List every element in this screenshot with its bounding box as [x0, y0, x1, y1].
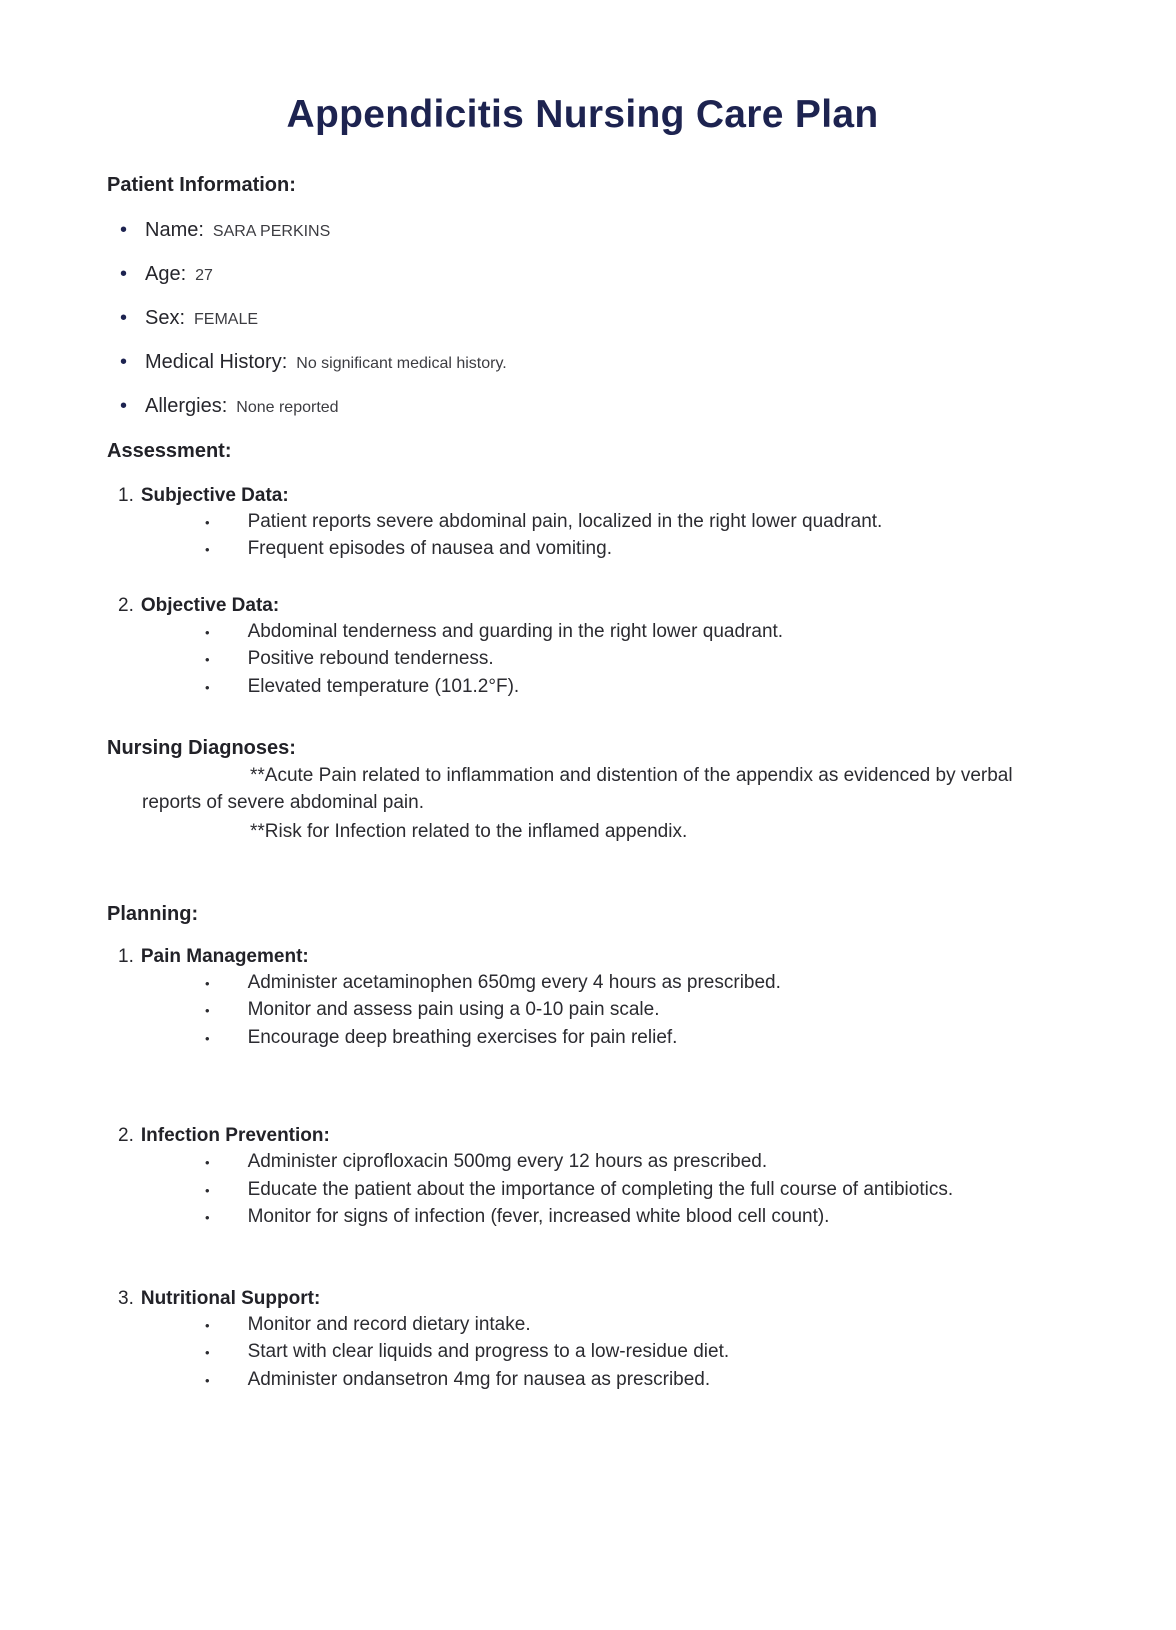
patient-field-label: Sex: [145, 306, 186, 329]
bullet-text: Administer ciprofloxacin 500mg every 12 hours as prescribed. [247, 1151, 768, 1173]
bullet-item [142, 674, 1058, 702]
nursing-diagnoses-section [107, 736, 1058, 846]
assessment-list [107, 484, 1058, 702]
patient-field-value: None reported [236, 398, 339, 416]
bullet-icon: • [205, 624, 210, 640]
numbered-item [107, 594, 1058, 702]
document-title: Appendicitis Nursing Care Plan [286, 93, 879, 136]
assessment-section [107, 439, 1058, 702]
bullet-item [142, 1367, 1058, 1395]
bullet-text: Monitor and record dietary intake. [247, 1313, 531, 1335]
bullet-icon: • [120, 262, 128, 285]
item-label: Pain Management: [140, 945, 309, 967]
bullet-text: Abdominal tenderness and guarding in the right lower quadrant. [247, 620, 784, 642]
item-label: Infection Prevention: [140, 1125, 330, 1147]
bullet-item [142, 509, 1058, 537]
patient-field-value: No significant medical history. [296, 354, 507, 372]
item-number: 2. [118, 1125, 134, 1147]
bullet-text: Elevated temperature (101.2°F). [247, 675, 520, 697]
bullet-text: Frequent episodes of nausea and vomiting. [247, 538, 612, 560]
bullet-icon: • [205, 1182, 210, 1198]
bullet-icon: • [205, 1345, 210, 1361]
bullet-text: Educate the patient about the importance of completing the full course of antibiotics. [247, 1178, 954, 1200]
numbered-item [107, 484, 1058, 564]
bullet-text: Administer acetaminophen 650mg every 4 hours as prescribed. [247, 971, 781, 993]
bullet-text: Patient reports severe abdominal pain, localized in the right lower quadrant. [247, 510, 883, 532]
bullet-text: Administer ondansetron 4mg for nausea as prescribed. [247, 1368, 711, 1390]
bullet-item [142, 1149, 1058, 1177]
bullet-item [142, 1025, 1058, 1053]
bullet-icon: • [205, 975, 210, 991]
bullet-icon: • [205, 1210, 210, 1226]
item-label: Objective Data: [140, 594, 280, 616]
bullet-item [142, 1204, 1058, 1232]
planning-list [107, 945, 1058, 1395]
bullet-item [142, 536, 1058, 564]
bullet-icon: • [120, 306, 128, 329]
patient-field-value: 27 [195, 266, 213, 284]
bullet-icon: • [205, 1372, 210, 1388]
bullet-icon: • [205, 1155, 210, 1171]
bullet-icon: • [120, 350, 128, 373]
patient-info-section [107, 173, 1058, 420]
planning-section [107, 902, 1058, 1395]
bullet-icon: • [205, 514, 210, 530]
diagnosis-item: **Acute Pain related to inflammation and distention of the appendix as evidenced by verbal reports of severe abdominal pain. [142, 765, 1013, 813]
numbered-item [107, 1124, 1058, 1232]
patient-field-label: Allergies: [145, 394, 228, 417]
diagnosis-item: **Risk for Infection related to the inflamed appendix. [250, 821, 688, 843]
bullet-item [142, 1177, 1058, 1205]
patient-field-value: FEMALE [194, 310, 259, 328]
patient-field-value: SARA PERKINS [212, 222, 331, 240]
bullet-item [142, 970, 1058, 998]
patient-info-heading: Patient Information: [107, 173, 296, 196]
nursing-diagnoses-heading: Nursing Diagnoses: [107, 737, 296, 760]
patient-field-row [107, 350, 1058, 376]
bullet-icon: • [205, 1317, 210, 1333]
assessment-heading: Assessment: [107, 439, 232, 462]
numbered-item-heading [118, 1287, 1058, 1312]
bullet-icon: • [205, 1030, 210, 1046]
item-label: Nutritional Support: [140, 1287, 321, 1309]
item-label: Subjective Data: [140, 484, 289, 506]
planning-heading: Planning: [107, 902, 199, 925]
nursing-diagnoses-list [107, 763, 1058, 846]
bullet-item [142, 997, 1058, 1025]
bullet-icon: • [205, 652, 210, 668]
item-number: 3. [118, 1287, 134, 1309]
item-number: 1. [118, 945, 134, 967]
numbered-item [107, 1287, 1058, 1395]
patient-field-row [107, 218, 1058, 244]
bullet-text: Start with clear liquids and progress to a low-residue diet. [247, 1341, 730, 1363]
bullet-icon: • [120, 218, 128, 241]
bullet-text: Encourage deep breathing exercises for pain relief. [247, 1026, 678, 1048]
patient-info-list [107, 218, 1058, 420]
numbered-item-heading [118, 945, 1058, 970]
patient-field-row [107, 306, 1058, 332]
patient-field-label: Name: [145, 218, 204, 241]
item-number: 1. [118, 484, 134, 506]
bullet-text: Monitor for signs of infection (fever, increased white blood cell count). [247, 1206, 830, 1228]
numbered-item-heading [118, 484, 1058, 509]
bullet-icon: • [205, 1003, 210, 1019]
bullet-text: Positive rebound tenderness. [247, 648, 494, 670]
bullet-item [142, 646, 1058, 674]
bullet-icon: • [120, 394, 128, 417]
patient-field-label: Age: [145, 262, 187, 285]
bullet-text: Monitor and assess pain using a 0-10 pain scale. [247, 999, 660, 1021]
bullet-item [142, 619, 1058, 647]
numbered-item-heading [118, 594, 1058, 619]
patient-field-row [107, 262, 1058, 288]
bullet-icon: • [205, 679, 210, 695]
patient-field-row [107, 394, 1058, 420]
bullet-item [142, 1339, 1058, 1367]
patient-field-label: Medical History: [145, 350, 288, 373]
bullet-item [142, 1312, 1058, 1340]
bullet-icon: • [205, 542, 210, 558]
numbered-item-heading [118, 1124, 1058, 1149]
item-number: 2. [118, 594, 134, 616]
numbered-item [107, 945, 1058, 1053]
